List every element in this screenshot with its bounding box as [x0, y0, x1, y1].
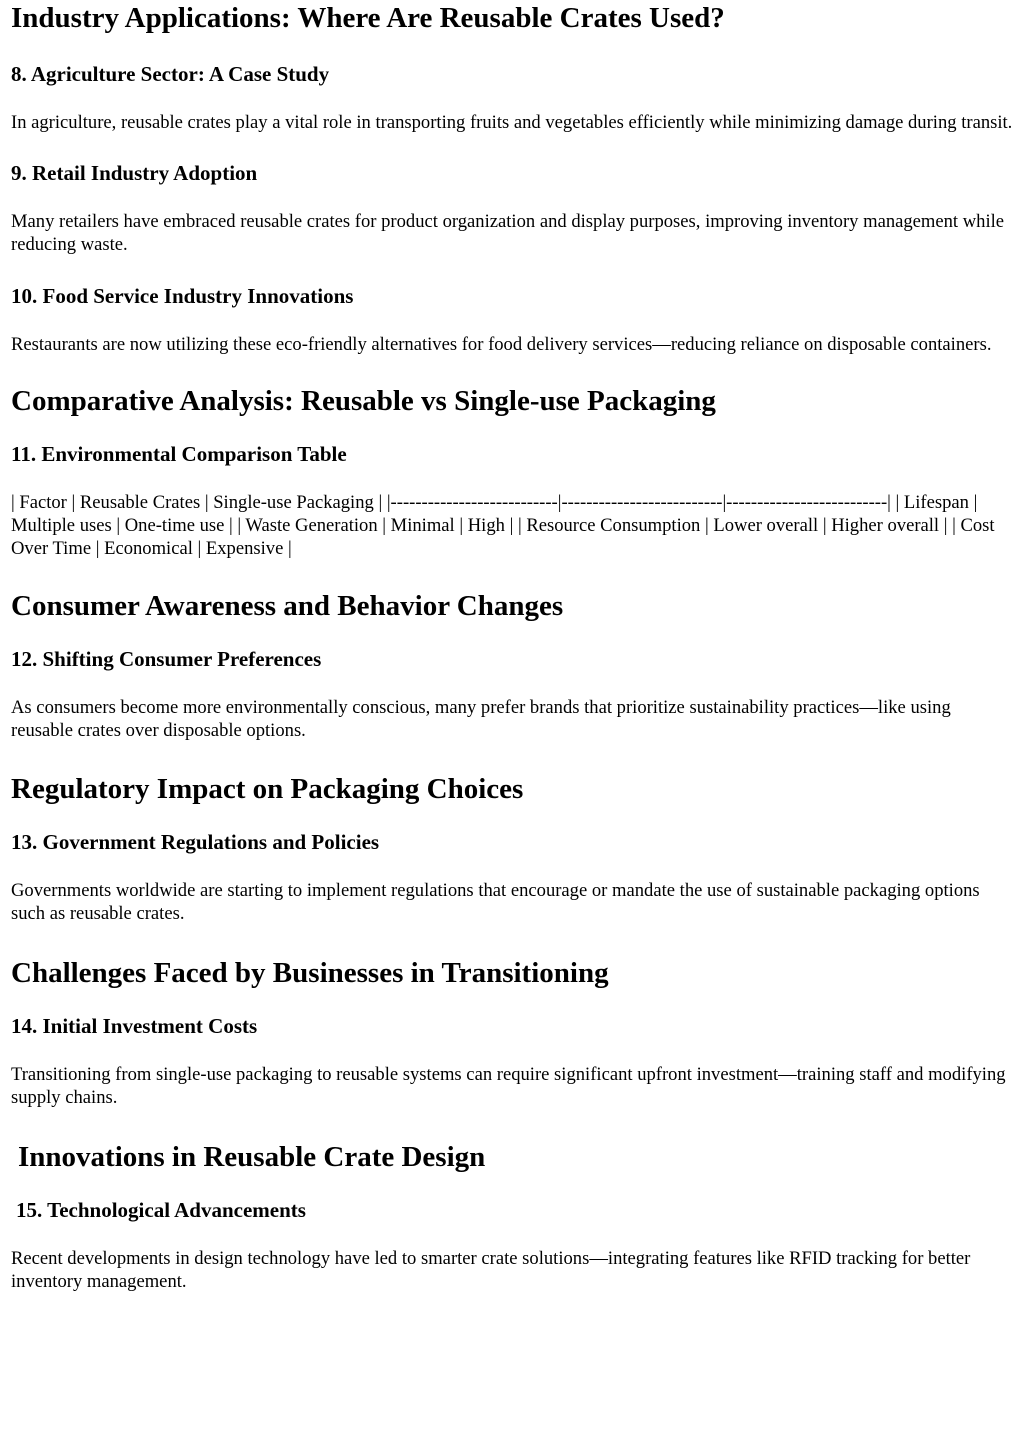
subsection-title-environmental-table: 11. Environmental Comparison Table — [11, 442, 347, 466]
paragraph-comparison-table: | Factor | Reusable Crates | Single-use Packaging | |---------------------------|--------------------------|--------------------------| | Lifespan | Multiple uses | One-time use | | Waste Generation | Minimal | High | | Resource Consumption | Lower overall | Higher overall | | Cost Over Time | Economical | Expensive | — [11, 492, 995, 559]
paragraph-food-service: Restaurants are now utilizing these eco-friendly alternatives for food delivery services—reducing reliance on disposable containers. — [11, 334, 992, 355]
subsection-title-government-regulations: 13. Government Regulations and Policies — [11, 830, 380, 854]
subsection-title-food-service: 10. Food Service Industry Innovations — [11, 284, 354, 308]
subsection-title-agriculture: 8. Agriculture Sector: A Case Study — [11, 62, 330, 86]
subsection-title-technological-advancements: 15. Technological Advancements — [16, 1198, 306, 1222]
paragraph-government-regulations: Governments worldwide are starting to implement regulations that encourage or mandate the use of sustainable packaging options such as reusable crates. — [11, 880, 980, 924]
paragraph-agriculture: In agriculture, reusable crates play a vital role in transporting fruits and vegetables efficiently while minimizing damage during transit. — [11, 112, 1013, 133]
section-heading-comparative-analysis: Comparative Analysis: Reusable vs Single-use Packaging — [11, 385, 716, 417]
section-heading-industry-applications: Industry Applications: Where Are Reusable Crates Used? — [11, 2, 725, 34]
subsection-title-retail: 9. Retail Industry Adoption — [11, 161, 258, 185]
paragraph-retail: Many retailers have embraced reusable crates for product organization and display purposes, improving inventory management while reducing waste. — [11, 211, 1005, 255]
paragraph-consumer-preferences: As consumers become more environmentally conscious, many prefer brands that prioritize sustainability practices—like using reusable crates over disposable options. — [11, 697, 951, 741]
paragraph-investment-costs: Transitioning from single-use packaging to reusable systems can require significant upfront investment—training staff and modifying supply chains. — [11, 1064, 1006, 1108]
section-heading-innovations: Innovations in Reusable Crate Design — [18, 1141, 486, 1173]
section-heading-consumer-awareness: Consumer Awareness and Behavior Changes — [11, 590, 564, 622]
subsection-title-consumer-preferences: 12. Shifting Consumer Preferences — [11, 647, 322, 671]
section-heading-challenges: Challenges Faced by Businesses in Transitioning — [11, 957, 609, 989]
section-heading-regulatory-impact: Regulatory Impact on Packaging Choices — [11, 773, 524, 805]
paragraph-technological-advancements: Recent developments in design technology have led to smarter crate solutions—integrating features like RFID tracking for better inventory management. — [11, 1248, 971, 1292]
subsection-title-investment-costs: 14. Initial Investment Costs — [11, 1014, 258, 1038]
